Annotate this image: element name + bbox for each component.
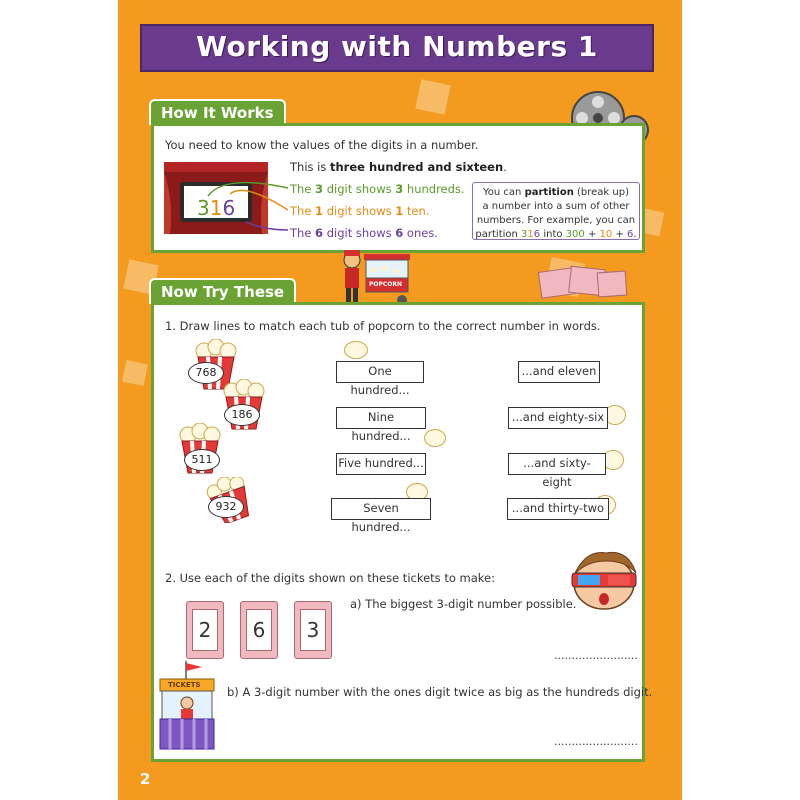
note-line: a number into a sum of other [482,201,630,212]
page-number: 2 [140,770,151,788]
ticket-6 [240,601,278,659]
how-it-works-tab: How It Works [149,99,286,125]
word-box-nine-hundred[interactable]: Nine hundred... [336,407,426,429]
hundreds-line: The 3 digit shows 3 hundreds. [290,182,465,196]
ticket-digit: 2 [192,609,218,651]
ticket-digit: 6 [246,609,272,651]
ticket-digit: 3 [300,609,326,651]
word-box-and-thirty-two[interactable]: ...and thirty-two [507,498,609,520]
word-box-and-sixty-eight[interactable]: ...and sixty-eight [508,453,606,475]
tub-number-511: 511 [184,449,220,471]
note-line: You can partition (break up) [483,187,629,198]
tickets-icon [534,262,630,302]
popcorn-sign: POPCORN [369,281,403,288]
tub-number-932: 932 [208,496,244,518]
boy-with-3d-glasses-icon [566,549,642,611]
note-line: numbers. For example, you can [476,215,636,226]
title-banner [140,24,654,72]
question-1: 1. Draw lines to match each tub of popcorn to the correct number in words. [165,319,601,333]
word-box-one-hundred[interactable]: One hundred... [336,361,424,383]
ticket-2 [186,601,224,659]
decorative-square [415,79,451,115]
question-2b: b) A 3-digit number with the ones digit twice as big as the hundreds digit. [227,685,653,699]
answer-line-2a[interactable]: ........................ [554,649,638,662]
question-2a: a) The biggest 3-digit number possible. [350,597,577,611]
partition-note [472,182,640,240]
answer-line-2b[interactable]: ........................ [554,735,638,748]
example-number: 316 [197,196,236,220]
ticket-3 [294,601,332,659]
popcorn-decoration [424,429,446,447]
now-try-these-panel [151,302,653,762]
word-box-and-eighty-six[interactable]: ...and eighty-six [508,407,608,429]
decorative-square [122,360,148,386]
number-description: This is three hundred and sixteen. [290,160,507,174]
page-title: Working with Numbers 1 [196,30,598,63]
worksheet-page [118,0,682,800]
word-box-and-eleven[interactable]: ...and eleven [518,361,600,383]
question-2: 2. Use each of the digits shown on these tickets to make: [165,571,495,585]
tens-line: The 1 digit shows 1 ten. [290,204,430,218]
now-try-these-tab: Now Try These [149,278,296,304]
tickets-sign: TICKETS [168,681,201,689]
note-line: partition 316 into 300 + 10 + 6. [475,229,637,240]
ones-line: The 6 digit shows 6 ones. [290,226,438,240]
how-it-works-panel [151,123,645,253]
digit-arrows [204,166,294,236]
tub-number-768: 768 [188,362,224,384]
word-box-seven-hundred[interactable]: Seven hundred... [331,498,431,520]
word-box-five-hundred[interactable]: Five hundred... [336,453,426,475]
ticket-booth-icon [156,661,218,751]
popcorn-stand-icon [340,248,414,306]
tub-number-186: 186 [224,404,260,426]
intro-text: You need to know the values of the digits in a number. [165,138,479,152]
popcorn-decoration [344,341,368,359]
